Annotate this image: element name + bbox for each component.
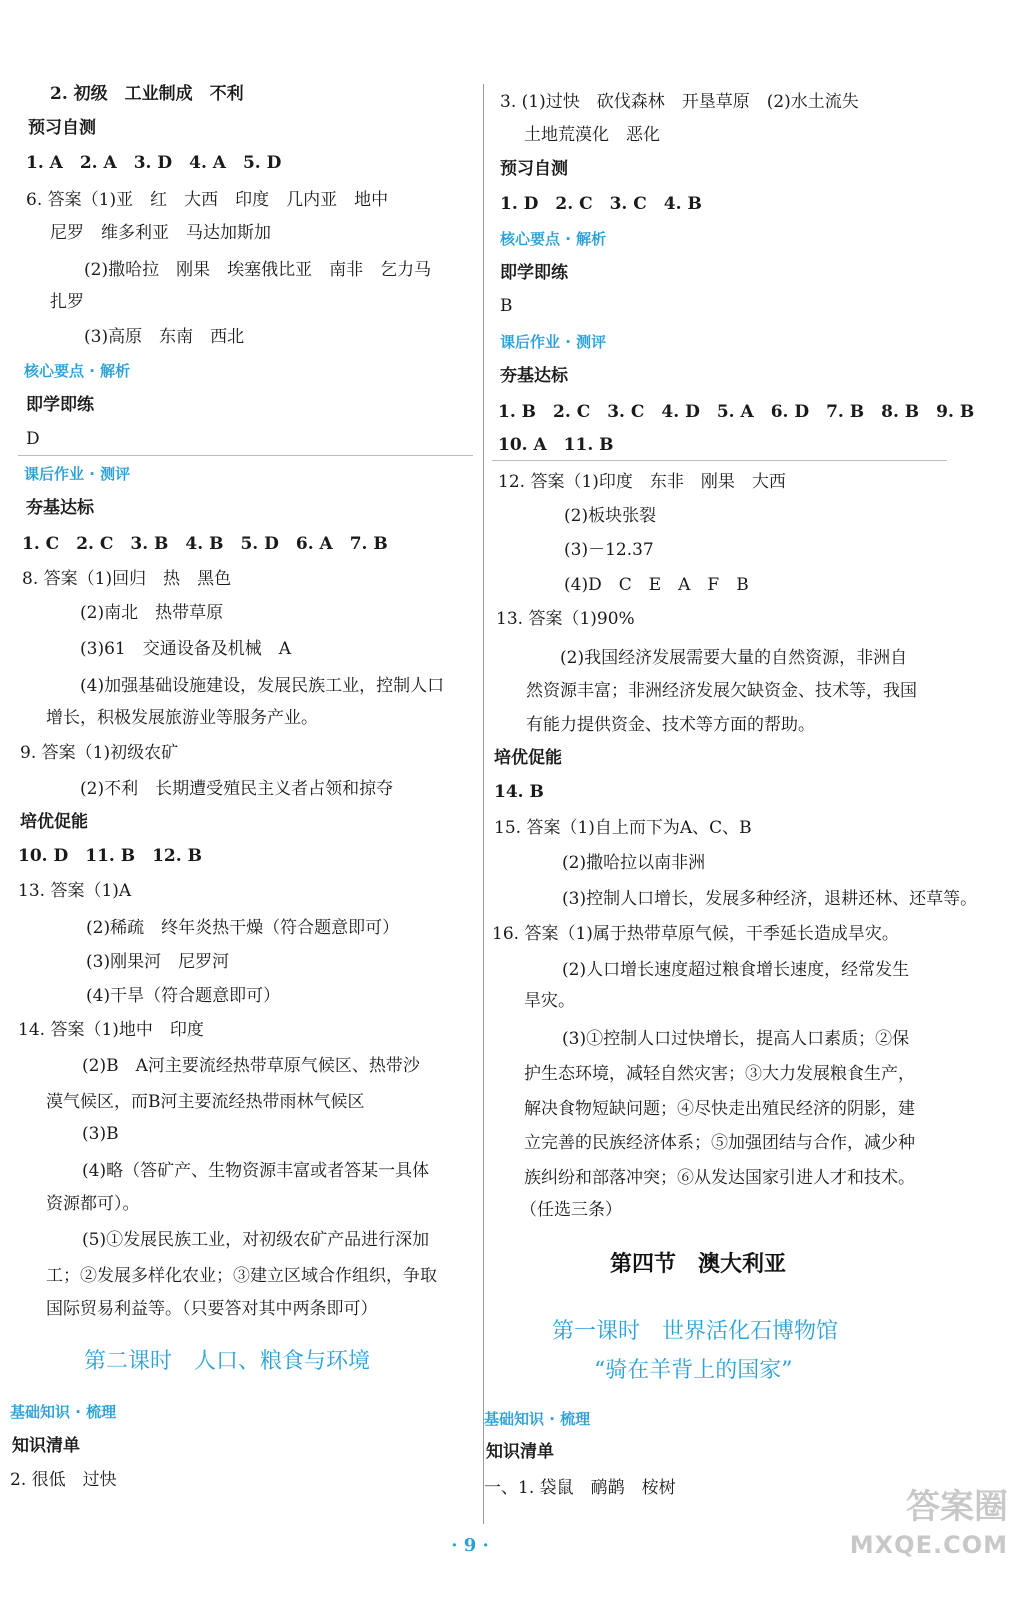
answer-line: 14. B (494, 782, 544, 802)
text-line: (4)干旱（符合题意即可） (86, 986, 281, 1006)
subheading: 培优促能 (494, 748, 562, 768)
watermark (850, 1488, 1008, 1564)
subheading: 知识清单 (12, 1436, 80, 1456)
answer-line: 14. 答案（1)地中 印度 (18, 1020, 204, 1040)
text-line: (4)D C E A F B (564, 575, 749, 595)
answer-line: 3. (1)过快 砍伐森林 开垦草原 (2)水土流失 (500, 92, 859, 112)
left-column (10, 0, 473, 1540)
answer-line: D (26, 429, 40, 449)
text-line: 旱灾。 (524, 991, 575, 1011)
text-line: 2. 初级 工业制成 不利 (50, 84, 244, 104)
section-label: 核心要点 · 解析 (500, 230, 607, 248)
subheading: 夯基达标 (26, 498, 94, 518)
answer-line: 16. 答案（1)属于热带草原气候，干季延长造成旱灾。 (492, 924, 899, 944)
text-line: (3)控制人口增长，发展多种经济，退耕还林、还草等。 (562, 889, 978, 909)
text-line: 立完善的民族经济体系；⑤加强团结与合作，减少种 (524, 1133, 915, 1153)
watermark-logo-text: 答案圈 (906, 1487, 1008, 1527)
answer-line: 13. 答案（1)A (18, 881, 132, 901)
answer-line: 9. 答案（1)初级农矿 (20, 743, 179, 763)
text-line: (2)人口增长速度超过粮食增长速度，经常发生 (562, 960, 910, 980)
answer-line: 一、1. 袋鼠 鸸鹋 桉树 (484, 1478, 676, 1498)
answer-line: 8. 答案（1)回归 热 黑色 (22, 569, 232, 589)
text-line: (3)－12.37 (564, 540, 654, 560)
text-line: 然资源丰富；非洲经济发展欠缺资金、技术等，我国 (526, 681, 917, 701)
subheading: 即学即练 (26, 395, 94, 415)
text-line: (3)刚果河 尼罗河 (86, 952, 230, 972)
answer-line: 10. D 11. B 12. B (18, 846, 202, 866)
answer-line: 1. C 2. C 3. B 4. B 5. D 6. A 7. B (22, 534, 388, 554)
text-line: 工；②发展多样化农业；③建立区域合作组织，争取 (46, 1266, 437, 1286)
answer-line: 2. 很低 过快 (10, 1470, 117, 1490)
text-line: （任选三条） (520, 1200, 622, 1220)
text-line: (2)不利 长期遭受殖民主义者占领和掠夺 (80, 779, 394, 799)
section-label: 课后作业 · 测评 (500, 333, 607, 351)
section-label: 课后作业 · 测评 (24, 465, 131, 483)
text-line: 族纠纷和部落冲突；⑥从发达国家引进人才和技术。 (524, 1168, 915, 1188)
text-line: (3)61 交通设备及机械 A (80, 639, 291, 659)
text-line: 增长，积极发展旅游业等服务产业。 (46, 708, 318, 728)
text-line: (2)B A河主要流经热带草原气候区、热带沙 (82, 1056, 420, 1076)
answer-line: 13. 答案（1)90% (496, 609, 635, 629)
lesson-title: 第二课时 人口、粮食与环境 (84, 1349, 371, 1374)
watermark-url: MXQE.COM (849, 1531, 1008, 1559)
text-line: (3)①控制人口过快增长，提高人口素质；②保 (562, 1029, 910, 1049)
subheading: 培优促能 (20, 812, 88, 832)
answer-line: 1. D 2. C 3. C 4. B (500, 194, 702, 214)
section-label: 核心要点 · 解析 (24, 362, 131, 380)
separator-line (18, 455, 473, 456)
subheading: 预习自测 (28, 118, 96, 138)
chapter-title: 第四节 澳大利亚 (610, 1251, 787, 1277)
subheading: 即学即练 (500, 263, 568, 283)
subheading: 预习自测 (500, 159, 568, 179)
answer-line: 6. 答案（1)亚 红 大西 印度 几内亚 地中 (26, 190, 389, 210)
subheading: 知识清单 (486, 1442, 554, 1462)
answer-line: 10. A 11. B (498, 435, 614, 455)
section-label: 基础知识 · 梳理 (484, 1410, 591, 1428)
text-line: (4)加强基础设施建设，发展民族工业，控制人口 (80, 676, 445, 696)
answer-line: 15. 答案（1)自上而下为A、C、B (494, 818, 752, 838)
text-line: 漠气候区，而B河主要流经热带雨林气候区 (46, 1092, 365, 1112)
text-line: 资源都可）。 (46, 1194, 140, 1214)
text-line: (2)撒哈拉以南非洲 (562, 853, 706, 873)
section-label: 基础知识 · 梳理 (10, 1403, 117, 1421)
text-line: 土地荒漠化 恶化 (524, 125, 660, 145)
text-line: (3)B (82, 1124, 119, 1144)
text-line: 护生态环境，减轻自然灾害；③大力发展粮食生产， (524, 1064, 915, 1084)
answer-line: 1. B 2. C 3. C 4. D 5. A 6. D 7. B 8. B 9. B (498, 402, 975, 422)
text-line: 解决食物短缺问题；④尽快走出殖民经济的阴影，建 (524, 1099, 915, 1119)
text-line: 扎罗 (50, 292, 84, 312)
text-line: 尼罗 维多利亚 马达加斯加 (50, 223, 271, 243)
text-line: (2)撒哈拉 刚果 埃塞俄比亚 南非 乞力马 (84, 260, 432, 280)
answer-line: 1. A 2. A 3. D 4. A 5. D (26, 153, 282, 173)
text-line: (2)我国经济发展需要大量的自然资源，非洲自 (560, 648, 908, 668)
subheading: 夯基达标 (500, 366, 568, 386)
text-line: (2)稀疏 终年炎热干燥（符合题意即可） (86, 918, 400, 938)
column-divider (483, 84, 484, 1524)
text-line: 有能力提供资金、技术等方面的帮助。 (526, 715, 815, 735)
text-line: (2)南北 热带草原 (80, 603, 224, 623)
text-line: (5)①发展民族工业，对初级农矿产品进行深加 (82, 1230, 430, 1250)
text-line: (2)板块张裂 (564, 506, 657, 526)
page-number: · 9 · (451, 1535, 489, 1556)
text-line: (4)略（答矿产、生物资源丰富或者答某一具体 (82, 1161, 430, 1181)
text-line: 国际贸易利益等。（只要答对其中两条即可） (46, 1299, 378, 1319)
lesson-title: 第一课时 世界活化石博物馆 (552, 1319, 839, 1344)
lesson-subtitle: “骑在羊背上的国家” (594, 1358, 793, 1383)
text-line: (3)高原 东南 西北 (84, 327, 245, 347)
answer-line: B (500, 296, 513, 316)
answer-line: 12. 答案（1)印度 东非 刚果 大西 (498, 472, 786, 492)
